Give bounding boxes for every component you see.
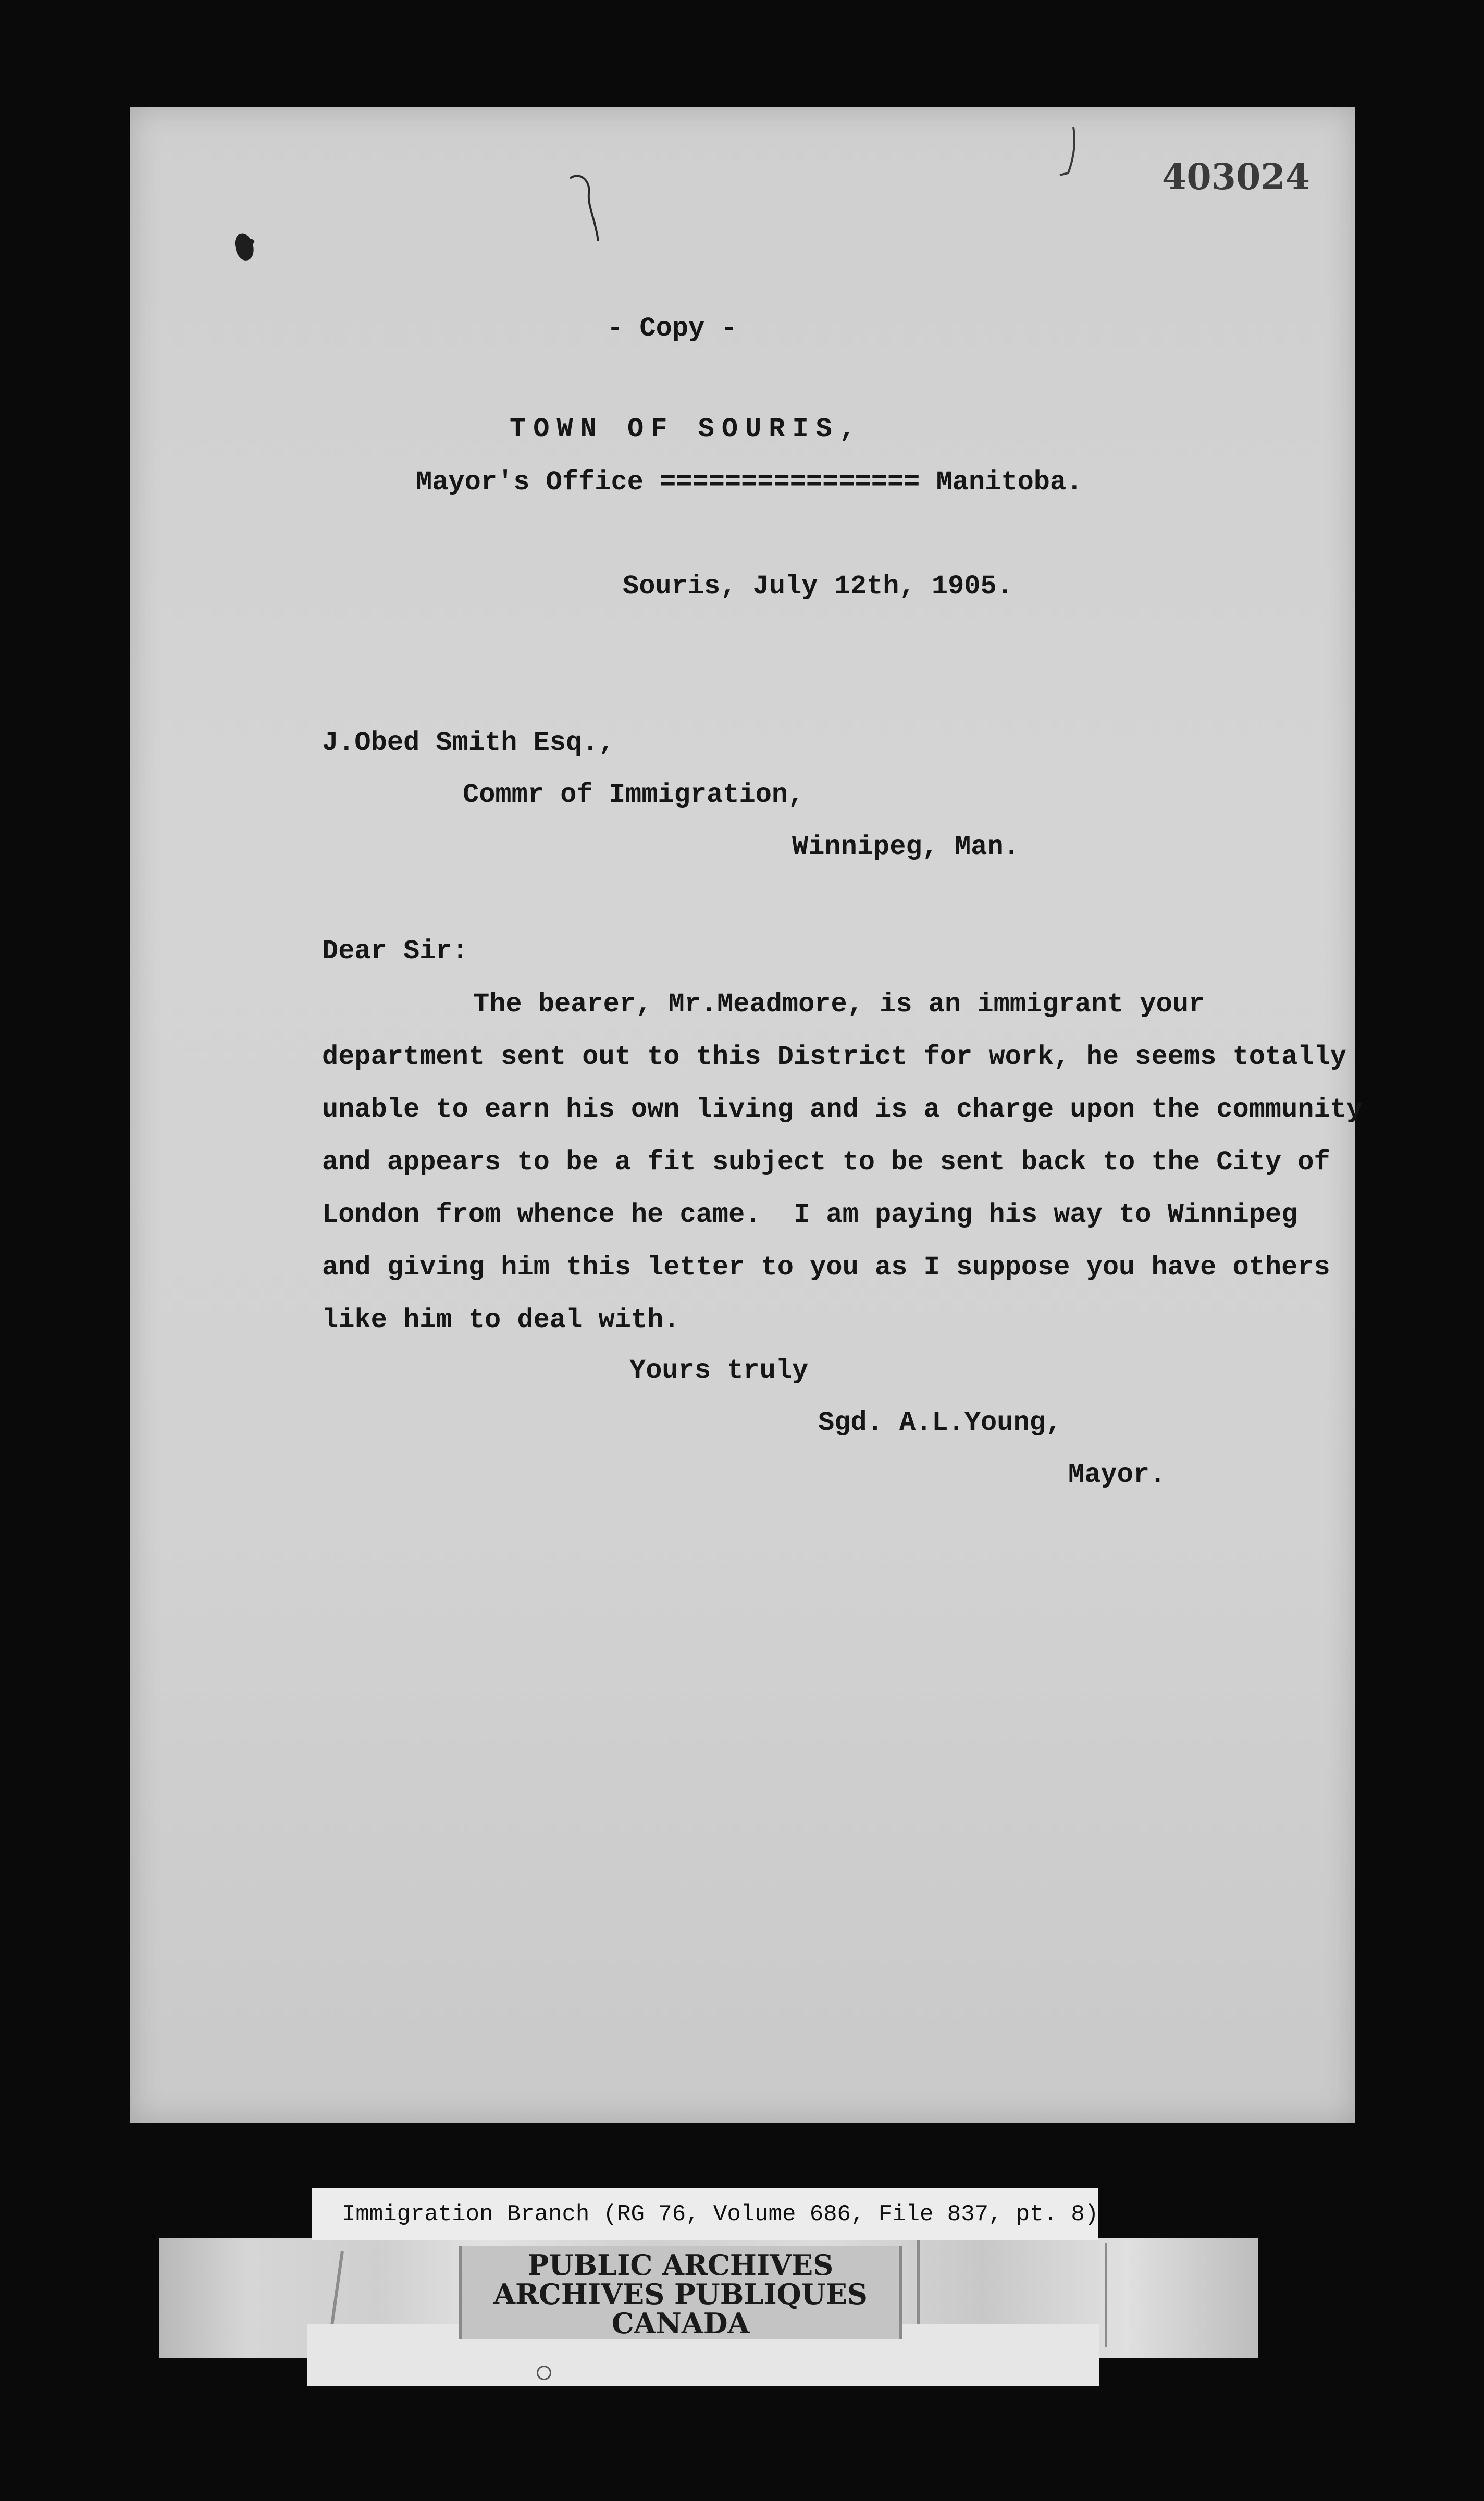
file-number-stamp: 403024 xyxy=(1162,156,1310,198)
signer-title: Mayor. xyxy=(1068,1459,1166,1490)
pencil-mark-corner xyxy=(1053,125,1089,182)
body-line: unable to earn his own living and is a charge upon the community xyxy=(322,1094,1363,1125)
stamp-line-english: PUBLIC ARCHIVES xyxy=(527,2248,834,2282)
stamp-line-french: ARCHIVES PUBLIQUES xyxy=(493,2277,868,2311)
body-line: The bearer, Mr.Meadmore, is an immigrant your xyxy=(473,989,1205,1020)
archive-reference-label xyxy=(312,2188,1098,2240)
body-line: department sent out to this District for work, he seems totally xyxy=(322,1042,1346,1072)
body-line: like him to deal with. xyxy=(322,1305,680,1335)
small-circle-mark xyxy=(537,2366,551,2380)
stamp-line-country: CANADA xyxy=(611,2307,750,2340)
letterhead-town: TOWN OF SOURIS, xyxy=(510,414,863,444)
address-city: Winnipeg, Man. xyxy=(792,832,1020,862)
body-line: and giving him this letter to you as I suppose you have others xyxy=(322,1252,1330,1283)
address-name: J.Obed Smith Esq., xyxy=(322,727,615,758)
strip-crack xyxy=(1105,2243,1107,2347)
closing: Yours truly xyxy=(629,1355,809,1386)
salutation: Dear Sir: xyxy=(322,936,468,967)
archives-stamp xyxy=(459,2246,902,2339)
copy-marker: - Copy - xyxy=(607,313,737,344)
letterhead-office-line: Mayor's Office ================ Manitoba. xyxy=(416,467,1083,498)
pencil-mark xyxy=(568,172,604,245)
date-line: Souris, July 12th, 1905. xyxy=(623,571,1013,602)
archive-reference: Immigration Branch (RG 76, Volume 686, File 837, pt. 8) xyxy=(342,2201,1099,2227)
body-line: and appears to be a fit subject to be sent back to the City of xyxy=(322,1147,1330,1178)
signature: Sgd. A.L.Young, xyxy=(818,1407,1062,1438)
body-line: London from whence he came. I am paying his way to Winnipeg xyxy=(322,1199,1298,1230)
address-title: Commr of Immigration, xyxy=(463,779,805,810)
